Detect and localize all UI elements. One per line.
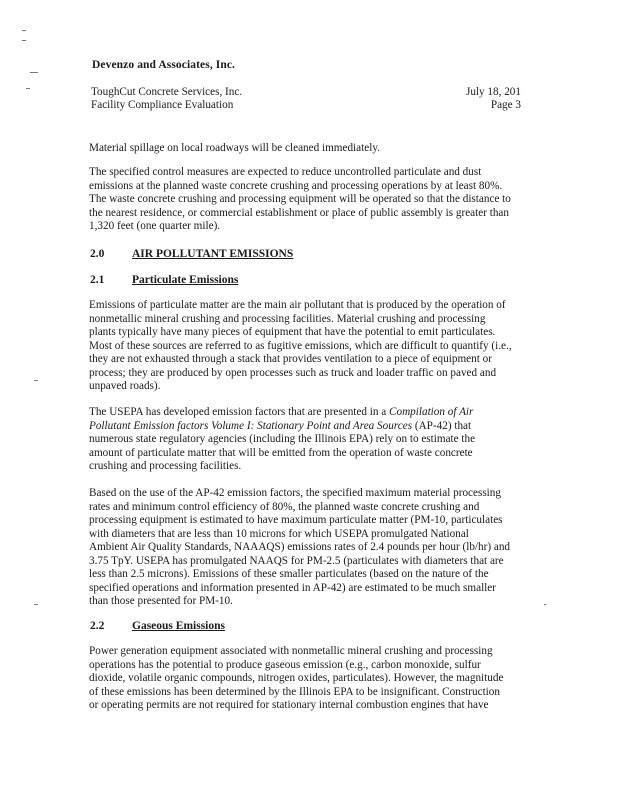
scan-mark	[22, 40, 26, 41]
paragraph-control-measures	[89, 166, 523, 234]
text-line: dioxide, volatile organic compounds, nitrogen oxides, particulates). However, the magnitude	[89, 672, 504, 684]
text-line: process; they are produced by open processes such as truck and loader traffic on paved and	[89, 366, 497, 379]
document-title: Facility Compliance Evaluation	[91, 99, 234, 111]
section-heading-2-1	[90, 273, 238, 287]
text-line: 3.75 TpY. USEPA has promulgated NAAQS for PM-2.5 (particulates with diameters that are	[89, 554, 504, 567]
text-line: rates and minimum control efficiency of 80%, the planned waste concrete crushing and	[89, 500, 480, 513]
text-line	[89, 406, 523, 420]
scan-mark	[30, 72, 38, 73]
section-title: AIR POLLUTANT EMISSIONS	[132, 248, 294, 260]
section-heading-2-2	[90, 619, 225, 633]
paragraph-gaseous-emissions	[89, 645, 523, 713]
firm-name: Devenzo and Associates, Inc.	[92, 59, 236, 71]
paragraph-spillage	[89, 142, 523, 156]
text-line: Emissions of particulate matter are the main air pollutant that is produced by the operation of	[89, 299, 506, 311]
text-line: Based on the use of the AP-42 emission factors, the specified maximum material processing	[89, 487, 501, 499]
text-line: with diameters that are less than 10 microns for which USEPA promulgated National	[89, 527, 469, 540]
text-line: nonmetallic mineral crushing and processing facilities. Material crushing and processing	[89, 312, 486, 325]
text-line: the nearest residence, or commercial establishment or place of public assembly is greater than	[89, 206, 509, 219]
header-left	[91, 86, 351, 112]
section-number: 2.1	[90, 274, 105, 286]
scan-mark	[34, 604, 38, 605]
publication-title: Pollutant Emission factors Volume I: Stationary Point and Area Sources	[89, 419, 413, 432]
text-line: Power generation equipment associated with nonmetallic mineral crushing and processing	[89, 645, 493, 657]
text-line: Ambient Air Quality Standards, NAAAQS) emissions rates of 2.4 pounds per hour (lb/hr) and	[89, 541, 511, 553]
text-line: specified operations and information presented in AP-42) are estimated to be much smaller	[89, 581, 496, 594]
text-line: amount of particulate matter that will be emitted from the operation of waste concrete	[89, 446, 473, 459]
text-line	[89, 420, 523, 434]
text-line: processing equipment is estimated to have maximum particulate matter (PM-10, particulates	[89, 514, 503, 526]
header-right	[400, 86, 521, 112]
text-line: The specified control measures are expected to reduce uncontrolled particulate and dust	[89, 166, 482, 178]
text-line: than those presented for PM-10.	[89, 595, 233, 607]
text-line: Material spillage on local roadways will be cleaned immediately.	[89, 142, 380, 154]
text-line: emissions at the planned waste concrete crushing and processing operations by at least 80%.	[89, 179, 503, 192]
section-heading-2-0	[90, 247, 293, 261]
scan-mark	[34, 380, 38, 381]
text-line: plants typically have many pieces of equipment that have the potential to emit particulates.	[89, 326, 496, 338]
text-line: numerous state regulatory agencies (including the Illinois EPA) rely on to estimate the	[89, 433, 476, 445]
section-number: 2.0	[90, 248, 105, 260]
section-title: Particulate Emissions	[132, 274, 239, 286]
paragraph-particulate-emissions	[89, 299, 523, 394]
text-line: The waste concrete crushing and processing equipment will be operated so that the distance to	[89, 193, 511, 205]
page-number: Page 3	[490, 99, 521, 111]
paragraph-usepa-factors	[89, 406, 523, 474]
client-name: ToughCut Concrete Services, Inc.	[91, 86, 243, 98]
text-line: unpaved roads).	[89, 380, 161, 392]
text-line: or operating permits are not required for stationary internal combustion engines that have	[89, 699, 489, 711]
scan-mark	[544, 604, 546, 605]
text-run: (AP-42) that	[412, 419, 472, 432]
text-line: 1,320 feet (one quarter mile).	[89, 220, 221, 232]
text-line: operations has the potential to produce gaseous emission (e.g., carbon monoxide, sulfur	[89, 658, 481, 671]
section-number: 2.2	[90, 620, 105, 632]
text-line: crushing and processing facilities.	[89, 460, 242, 472]
scan-mark	[26, 88, 30, 89]
text-line: they are not exhausted through a stack that provides ventilation to a piece of equipment or	[89, 353, 492, 365]
paragraph-ap42-estimates	[89, 487, 523, 609]
text-line: of these emissions has been determined by the Illinois EPA to be insignificant. Construction	[89, 685, 500, 698]
document-date: July 18, 201	[465, 86, 521, 98]
text-run: The USEPA has developed emission factors that are presented in a	[89, 406, 390, 418]
text-line: Most of these sources are referred to as fugitive emissions, which are difficult to quantify (i.e.,	[89, 339, 512, 352]
scan-mark	[22, 30, 26, 31]
text-line: less than 2.5 microns). Emissions of these smaller particulates (based on the nature of the	[89, 568, 489, 580]
publication-title: Compilation of Air	[389, 406, 474, 418]
section-title: Gaseous Emissions	[132, 620, 225, 632]
